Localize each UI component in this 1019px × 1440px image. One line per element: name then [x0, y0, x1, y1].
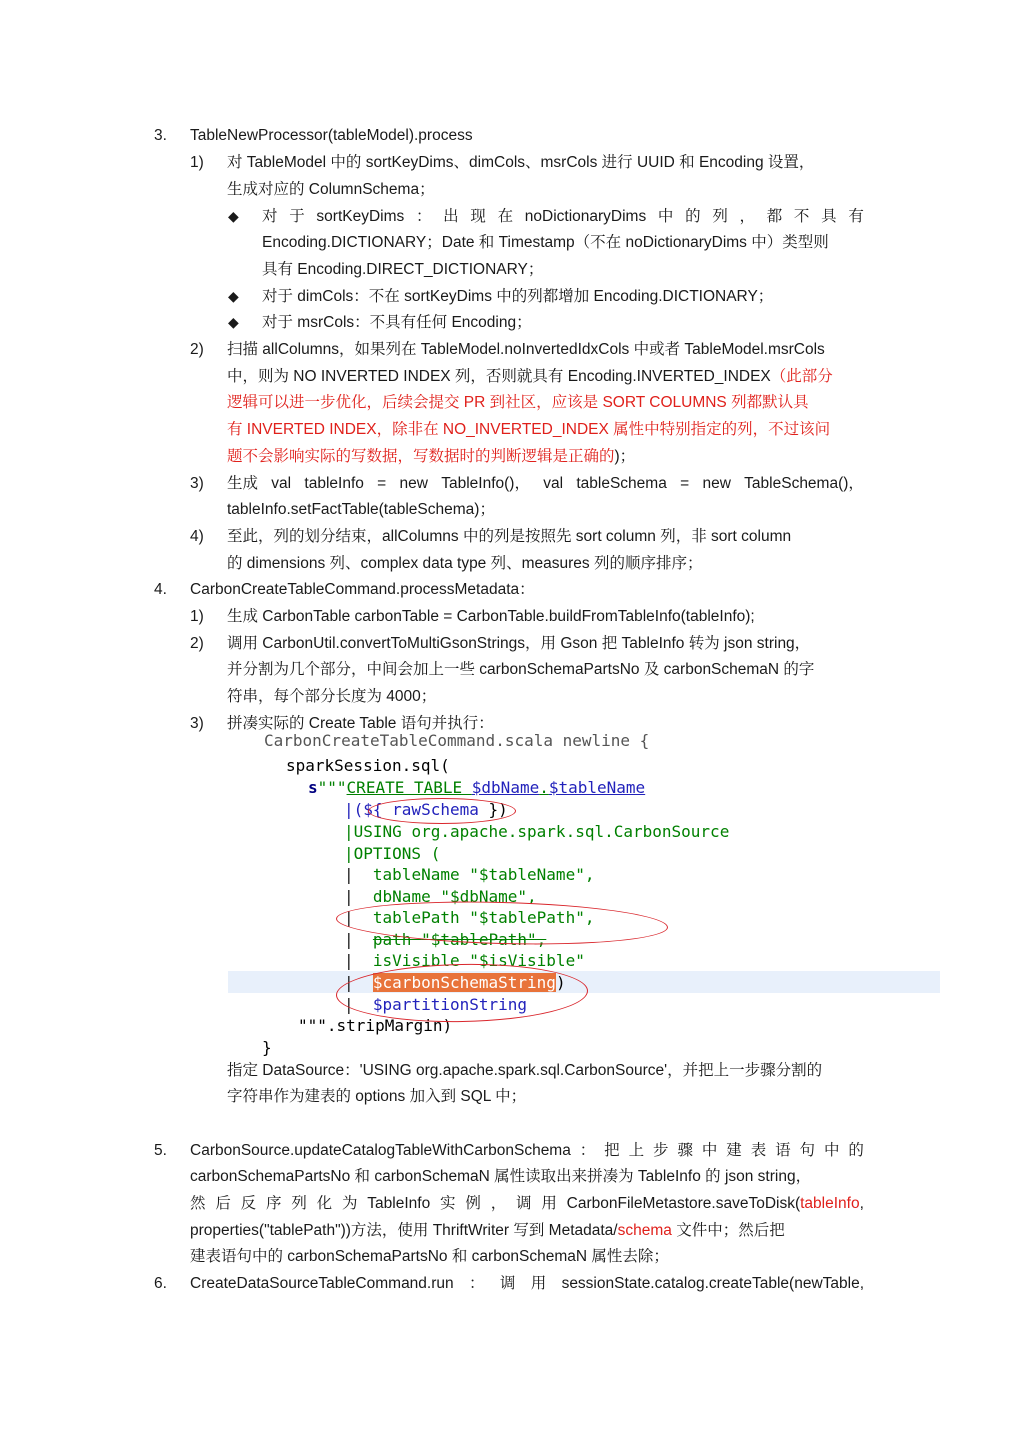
- word: TableInfo()，: [441, 475, 530, 492]
- word: 于: [289, 208, 305, 225]
- code-token: $dbName: [471, 778, 540, 797]
- text-line: 扫描 allColumns，如果列在 TableModel.noInvertedIdxCols 中或者 TableModel.msrCols: [227, 341, 825, 358]
- word: 骤: [677, 1142, 693, 1159]
- sub-number: 3): [190, 475, 204, 492]
- code-token: "$tablePath",: [421, 930, 547, 949]
- word: 序: [265, 1195, 282, 1212]
- selected-token: $carbonSchemaString: [372, 973, 556, 992]
- text-line: tableInfo.setFactTable(tableSchema)；: [227, 501, 495, 518]
- code-token: tableName: [372, 865, 470, 884]
- word: tableInfo: [304, 475, 364, 492]
- word: 都: [766, 208, 783, 225]
- code-line: [308, 777, 645, 798]
- text-line: carbonSchemaPartsNo 和 carbonSchemaN 属性读取出来拼凑为 TableInfo 的 json string，: [190, 1168, 812, 1185]
- word: =: [680, 475, 690, 492]
- code-line: }: [262, 1038, 272, 1057]
- code-token: "$tablePath",: [469, 908, 595, 927]
- word: 在: [497, 208, 514, 225]
- code-token: "$isVisible": [469, 951, 585, 970]
- section-title: TableNewProcessor(tableModel).process: [190, 127, 473, 144]
- text-line: 对于 msrCols：不具有任何 Encoding；: [262, 314, 532, 331]
- word: 调: [499, 1275, 516, 1292]
- justified-line: [190, 1274, 864, 1294]
- sub-number: 2): [190, 341, 204, 358]
- text-line: 生成 CarbonTable carbonTable = CarbonTable.buildFromTableInfo(tableInfo);: [227, 608, 755, 625]
- code-line: | path "$tablePath",: [344, 930, 547, 949]
- word: 中: [701, 1142, 718, 1159]
- word: 表: [750, 1142, 767, 1159]
- section-number: 4.: [154, 581, 167, 598]
- code-token: |USING: [344, 822, 412, 841]
- code-token: $partitionString: [372, 995, 528, 1014]
- code-token: $tableName: [548, 778, 646, 797]
- code-token: rawSchema: [382, 800, 489, 819]
- word: 有: [848, 208, 864, 225]
- word: 然: [190, 1195, 206, 1212]
- text-line: 对于 dimCols：不在 sortKeyDims 中的列都增加 Encoding.DICTIONARY；: [262, 288, 774, 305]
- section-number: 3.: [154, 127, 167, 144]
- word: 不: [793, 208, 810, 225]
- word: 后: [215, 1195, 231, 1212]
- code-token: CREATE TABLE: [346, 778, 472, 797]
- text-line: 指定 DataSource：'USING org.apache.spark.sql.CarbonSource'，并把上一步骤分割的: [227, 1062, 823, 1079]
- word: 上: [628, 1142, 645, 1159]
- text-line: [190, 1221, 785, 1241]
- red-text-span: schema: [617, 1222, 672, 1239]
- section-title: CarbonCreateTableCommand.processMetadata：: [190, 581, 535, 598]
- word: CarbonSource.updateCatalogTableWithCarbonSchema: [190, 1142, 571, 1159]
- text-line: 调用 CarbonUtil.convertToMultiGsonStrings，用 Gson 把 TableInfo 转为 json string，: [227, 635, 811, 652]
- word: ，: [739, 208, 756, 225]
- diamond-bullet-icon: ◆: [228, 314, 239, 330]
- code-line: | dbName "$dbName",: [344, 887, 537, 906]
- red-ellipse-annotation: [368, 798, 516, 824]
- code-token: s: [308, 778, 318, 797]
- text-span: 文件中；然后把: [671, 1222, 785, 1239]
- sub-number: 3): [190, 715, 204, 732]
- word: 用: [541, 1195, 557, 1212]
- word: val: [271, 475, 292, 492]
- word: [567, 1194, 864, 1214]
- word: 语: [775, 1142, 791, 1159]
- text-span: properties("tablePath"))方法，使用 ThriftWriter 写到 Metadata/: [190, 1222, 618, 1239]
- code-line: sparkSession.sql(: [286, 756, 450, 775]
- text-line: 至此，列的划分结束，allColumns 中的列是按照先 sort column 列，非 sort column: [227, 528, 792, 545]
- word: 出: [443, 208, 459, 225]
- code-token: dbName: [372, 887, 441, 906]
- text-line: [227, 447, 635, 467]
- word: 实: [440, 1195, 456, 1212]
- text-line: 生成对应的 ColumnSchema；: [227, 181, 435, 198]
- code-line: | tableName "$tableName",: [344, 865, 595, 884]
- word: 的: [685, 208, 701, 225]
- code-line: [344, 821, 729, 842]
- word: 列: [712, 208, 728, 225]
- justified-line: [190, 1194, 864, 1214]
- word: 把: [604, 1142, 620, 1159]
- word: 中: [823, 1142, 840, 1159]
- word: new: [702, 475, 731, 492]
- code-line: | $partitionString: [344, 995, 528, 1014]
- diamond-bullet-icon: ◆: [228, 208, 239, 224]
- code-token: }): [488, 800, 508, 819]
- word: TableInfo: [367, 1195, 431, 1212]
- code-line: | isVisible "$isVisible": [344, 951, 585, 970]
- sub-number: 1): [190, 154, 204, 171]
- code-line-cut: CarbonCreateTableCommand.scala newline {: [264, 731, 650, 750]
- code-token: .: [539, 778, 549, 797]
- section-number: 5.: [154, 1142, 167, 1159]
- word: noDictionaryDims: [524, 208, 647, 225]
- code-line: | $carbonSchemaString): [344, 973, 566, 992]
- word: tableSchema: [576, 475, 667, 492]
- word: 对: [262, 208, 278, 225]
- word: 现: [470, 208, 486, 225]
- word: ：: [468, 1275, 485, 1292]
- sub-number: 4): [190, 528, 204, 545]
- red-text-span: tableInfo: [800, 1195, 860, 1212]
- text-line: Encoding.DICTIONARY；Date 和 Timestamp（不在 noDictionaryDims 中）类型则: [262, 234, 829, 251]
- code-token: isVisible: [372, 951, 470, 970]
- word: 句: [799, 1142, 816, 1159]
- text-line: 的 dimensions 列、complex data type 列、measures 列的顺序排序；: [227, 555, 703, 572]
- word: 化: [316, 1195, 333, 1212]
- text-line: 符串，每个部分长度为 4000；: [227, 688, 437, 705]
- word: 反: [240, 1195, 257, 1212]
- word: TableSchema()，: [744, 475, 864, 492]
- section-number: 6.: [154, 1275, 167, 1292]
- word: 调: [516, 1195, 532, 1212]
- red-text-line: 逻辑可以进一步优化，后续会提交 PR 到社区，应该是 SORT COLUMNS 列都默认具: [227, 394, 809, 411]
- code-token: |OPTIONS (: [344, 844, 441, 863]
- code-screenshot: [228, 731, 940, 1057]
- sub-number: 1): [190, 608, 204, 625]
- word: val: [543, 475, 564, 492]
- word: 列: [291, 1195, 307, 1212]
- text-line: 具有 Encoding.DIRECT_DICTIONARY；: [262, 261, 544, 278]
- word: new: [399, 475, 428, 492]
- word: 步: [653, 1142, 669, 1159]
- code-line: """.stripMargin): [298, 1016, 453, 1035]
- code-token: tablePath: [372, 908, 470, 927]
- text-span: 中，则为 NO INVERTED INDEX 列，否则就具有 Encoding.INVERTED_INDEX: [227, 368, 771, 385]
- code-line: [344, 843, 440, 864]
- red-text-line: 有 INVERTED INDEX，除非在 NO_INVERTED_INDEX 属性中特别指定的列，不过该问: [227, 421, 831, 438]
- text-span: ,: [859, 1195, 864, 1212]
- text-span: CarbonFileMetastore.saveToDisk(: [566, 1195, 801, 1212]
- text-line: 字符串作为建表的 options 加入到 SQL 中；: [227, 1088, 527, 1105]
- word: sessionState.catalog.createTable(newTable,: [561, 1275, 864, 1292]
- justified-line: [190, 1141, 864, 1161]
- word: 为: [341, 1195, 358, 1212]
- code-token: |(${: [344, 800, 383, 819]
- word: 的: [848, 1142, 864, 1159]
- word: CreateDataSourceTableCommand.run: [190, 1275, 454, 1292]
- code-token: """: [317, 778, 347, 797]
- text-line: 建表语句中的 carbonSchemaPartsNo 和 carbonSchemaN 属性去除；: [190, 1248, 669, 1265]
- text-line: 拼凑实际的 Create Table 语句并执行：: [227, 715, 494, 732]
- word: ：: [579, 1142, 596, 1159]
- diamond-bullet-icon: ◆: [228, 288, 239, 304]
- word: 建: [726, 1142, 742, 1159]
- code-token: org.apache.spark.sql.CarbonSource: [411, 822, 730, 841]
- word: 中: [657, 208, 674, 225]
- word: =: [377, 475, 387, 492]
- word: 用: [530, 1275, 547, 1292]
- red-text-span: 题不会影响实际的写数据，写数据时的判断逻辑是正确的: [227, 448, 615, 465]
- text-span: )；: [614, 448, 636, 465]
- justified-line: [227, 474, 864, 494]
- word: sortKeyDims: [316, 208, 405, 225]
- code-token: ): [555, 973, 566, 992]
- word: ：: [415, 208, 432, 225]
- word: ，: [490, 1195, 507, 1212]
- text-line: 并分割为几个部分，中间会加上一些 carbonSchemaPartsNo 及 carbonSchemaN 的字: [227, 661, 815, 678]
- word: 例: [465, 1195, 481, 1212]
- word: 具: [821, 208, 837, 225]
- red-text-span: （此部分: [770, 368, 833, 385]
- text-line: 对 TableModel 中的 sortKeyDims、dimCols、msrCols 进行 UUID 和 Encoding 设置，: [227, 154, 815, 171]
- sub-number: 2): [190, 635, 204, 652]
- code-token: "$tableName",: [469, 865, 595, 884]
- code-line: | tablePath "$tablePath",: [344, 908, 595, 927]
- text-line: [227, 367, 833, 387]
- justified-line: [262, 207, 864, 227]
- word: 生成: [227, 475, 259, 492]
- code-token: "$dbName",: [440, 887, 537, 906]
- code-token: path: [372, 930, 422, 949]
